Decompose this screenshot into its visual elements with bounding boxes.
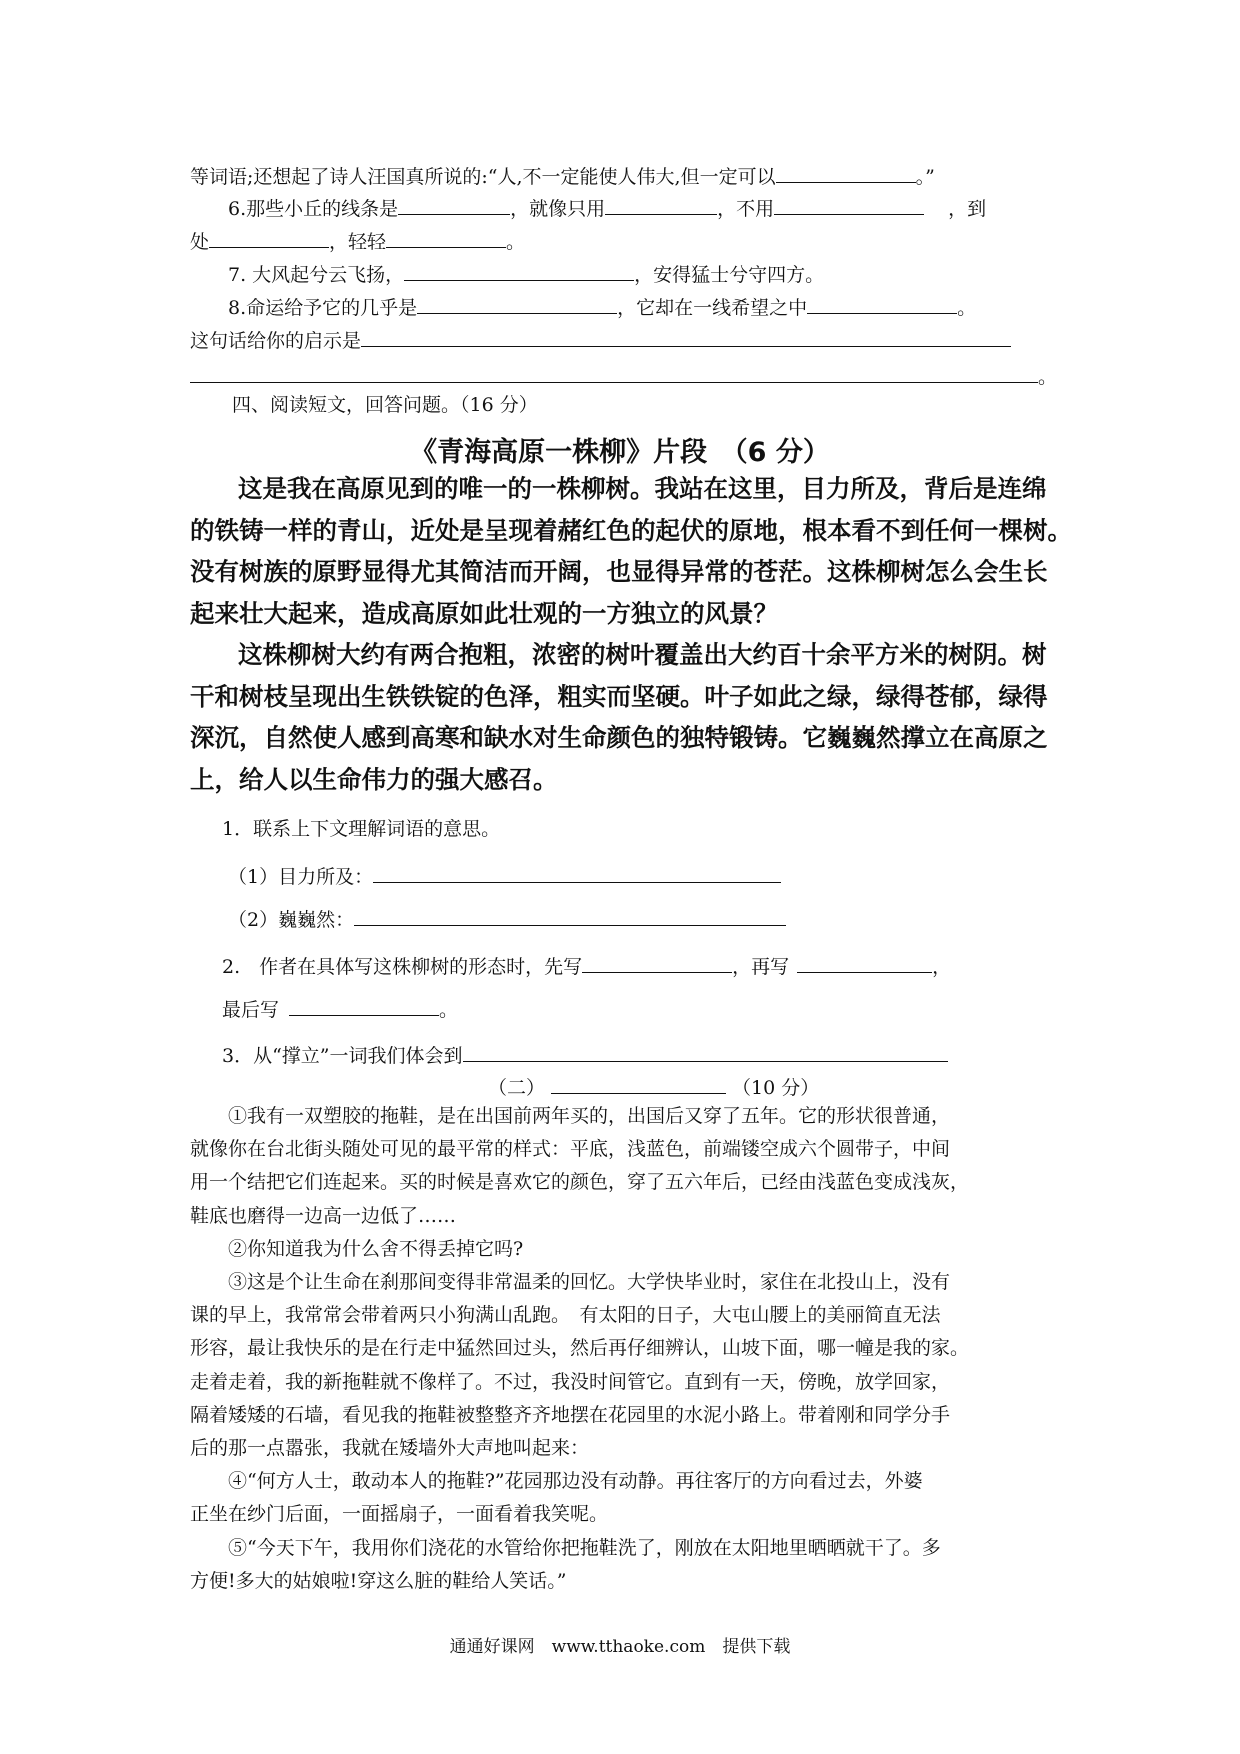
answer-blank[interactable] [797, 950, 932, 973]
passage-1-paragraph-1 [190, 468, 1072, 634]
answer-blank[interactable] [605, 192, 717, 215]
text-line: 深沉，自然使人感到高寒和缺水对生命颜色的独特锻铸。它巍巍然撑立在高原之 [190, 723, 1048, 752]
fill-text: 等词语;还想起了诗人汪国真所说的:“人,不一定能使人伟大,但一定可以 [190, 166, 776, 188]
part-2-heading: （二） （10 分） [488, 1071, 819, 1102]
text-line: 形容，最让我快乐的是在行走中猛然回过头，然后再仔细辨认，山坡下面，哪一幢是我的家。 [190, 1337, 970, 1360]
text-line: ①我有一双塑胶的拖鞋，是在出国前两年买的，出国后又穿了五年。它的形状很普通， [228, 1105, 951, 1127]
question-1-2: （2）巍巍然： [228, 903, 786, 934]
answer-blank[interactable] [354, 903, 786, 926]
text-line: 鞋底也磨得一边高一边低了…… [190, 1204, 457, 1227]
question-6-line-2: 处 ，轻轻 。 [190, 225, 525, 256]
question-7-line: 7. 大风起兮云飞扬， ，安得猛士兮守四方。 [228, 258, 824, 289]
text-line: 方便!多大的姑娘啦!穿这么脏的鞋给人笑话。” [190, 1569, 567, 1592]
answer-blank[interactable] [190, 360, 1038, 383]
question-6-line: 6.那些小丘的线条是 ，就像只用 ，不用 ，到 [228, 192, 986, 223]
text-line: 的铁铸一样的青山，近处是呈现着赭红色的起伏的原地，根本看不到任何一棵树。 [190, 515, 1072, 545]
text-line: 上，给人以生命伟力的强大感召。 [190, 764, 558, 794]
answer-blank[interactable] [361, 324, 1011, 347]
text-line: 干和树枝呈现出生铁铁锭的色泽，粗实而坚硬。叶子如此之绿，绿得苍郁，绿得 [190, 681, 1048, 711]
answer-blank[interactable] [417, 291, 617, 314]
text-line: 后的那一点嚣张，我就在矮墙外大声地叫起来： [190, 1437, 590, 1460]
text-line: ④“何方人士，敢动本人的拖鞋?”花园那边没有动静。再往客厅的方向看过去，外婆 [228, 1470, 923, 1493]
text-line: 就像你在台北街头随处可见的最平常的样式：平底，浅蓝色，前端镂空成六个圆带子，中间 [190, 1138, 951, 1161]
text-line: 走着走着，我的新拖鞋就不像样了。不过，我没时间管它。直到有一天，傍晚，放学回家， [190, 1370, 951, 1393]
text-line: 隔着矮矮的石墙，看见我的拖鞋被整整齐齐地摆在花园里的水泥小路上。带着刚和同学分手 [190, 1403, 951, 1426]
answer-blank[interactable] [386, 225, 506, 248]
question-1: 1．联系上下文理解词语的意思。 [222, 818, 501, 840]
question-3: 3．从“撑立”一词我们体会到 [222, 1039, 948, 1070]
fill-text: 。” [915, 166, 935, 188]
answer-blank[interactable] [774, 192, 924, 215]
answer-blank[interactable] [404, 258, 634, 281]
answer-blank[interactable] [289, 993, 439, 1016]
passage-title: 《青海高原一株柳》片段 （6 分） [410, 437, 830, 468]
text-line: 用一个结把它们连起来。买的时候是喜欢它的颜色，穿了五六年后，已经由浅蓝色变成浅灰， [190, 1171, 970, 1194]
text-line: 这株柳树大约有两合抱粗，浓密的树叶覆盖出大约百十余平方米的树阴。树 [238, 640, 1047, 669]
text-line: 这是我在高原见到的唯一的一株柳树。我站在这里，目力所及，背后是连绵 [238, 474, 1047, 503]
text-line: 课的早上，我常常会带着两只小狗满山乱跑。 有太阳的日子，大屯山腰上的美丽简直无法 [190, 1304, 941, 1327]
passage-1-paragraph-2 [190, 634, 1060, 800]
answer-blank[interactable] [209, 225, 329, 248]
text-line: 正坐在纱门后面，一面摇扇子，一面看着我笑呢。 [190, 1503, 609, 1526]
text-line: ⑤“今天下午，我用你们浇花的水管给你把拖鞋洗了，刚放在太阳地里晒晒就干了。多 [228, 1536, 941, 1559]
answer-blank[interactable] [551, 1071, 726, 1094]
question-2: 2. 作者在具体写这株柳树的形态时，先写 ，再写 ， [222, 950, 951, 981]
question-8-line-3: 。 [190, 360, 1057, 391]
question-8-line: 8.命运给予它的几乎是 ，它却在一线希望之中 。 [228, 291, 976, 322]
answer-blank[interactable] [776, 160, 916, 183]
section-heading: 四、阅读短文，回答问题。（16 分） [232, 394, 538, 416]
answer-blank[interactable] [582, 950, 732, 973]
text-line: ②你知道我为什么舍不得丢掉它吗? [228, 1237, 524, 1260]
answer-blank[interactable] [807, 291, 957, 314]
question-8-line-2: 这句话给你的启示是 [190, 324, 1011, 355]
text-line: 没有树族的原野显得尤其简洁而开阔，也显得异常的苍茫。这株柳树怎么会生长 [190, 557, 1048, 586]
answer-blank[interactable] [373, 860, 781, 883]
answer-blank[interactable] [463, 1039, 948, 1062]
question-1-1: （1）目力所及： [228, 860, 781, 891]
text-line: 起来壮大起来，造成高原如此壮观的一方独立的风景？ [190, 598, 778, 628]
answer-blank[interactable] [398, 192, 510, 215]
text-line: ③这是个让生命在刹那间变得非常温柔的回忆。大学快毕业时，家住在北投山上，没有 [228, 1271, 951, 1294]
passage-2 [190, 1100, 1060, 1598]
question-2-line-2: 最后写 。 [222, 993, 458, 1024]
page-footer: 通通好课网 www.tthaoke.com 提供下载 [449, 1637, 791, 1657]
fill-line-1 [190, 160, 935, 191]
